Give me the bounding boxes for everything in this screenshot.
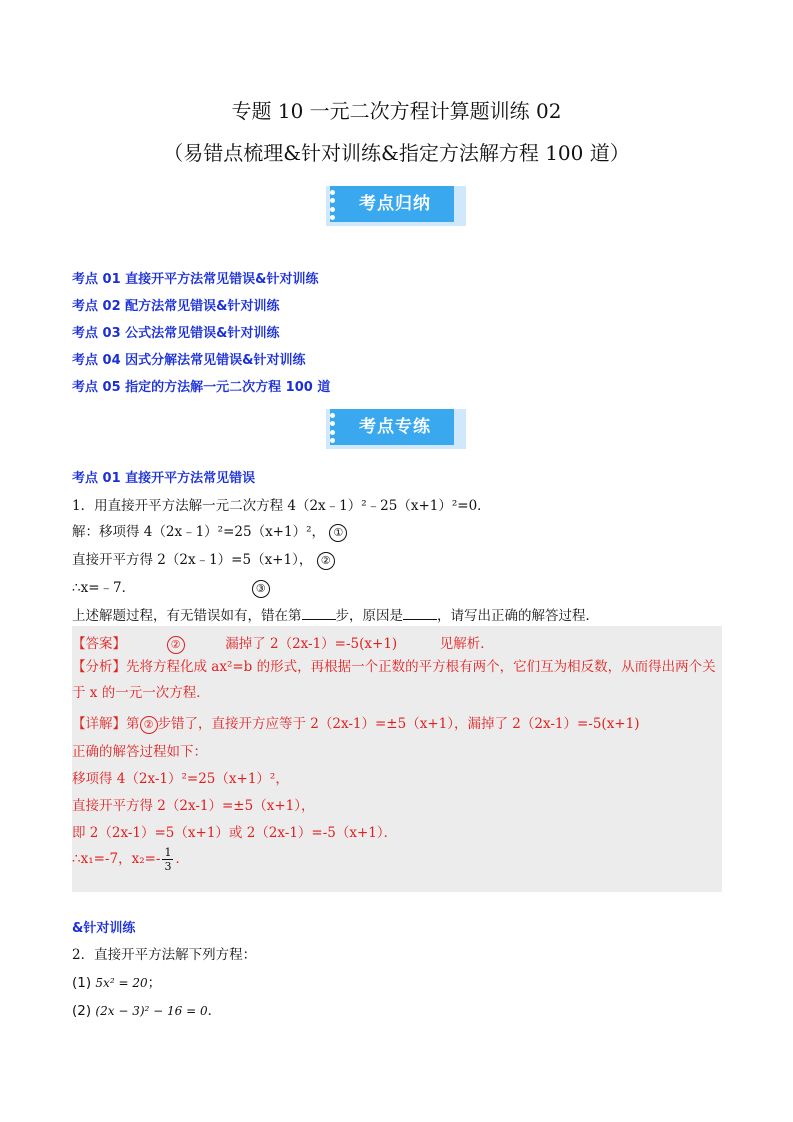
step-2-mark: ②: [317, 552, 335, 570]
step-3-mark: ③: [252, 580, 270, 598]
problem-2-label: (2): [72, 1003, 92, 1019]
detail-part-b: 步错了，直接开方应等于 2（2x-1）=±5（x+1），漏掉了 2（2x-1）=-5(x+1): [157, 716, 640, 732]
prompt: [72, 604, 599, 624]
fraction-denominator: 3: [164, 860, 172, 873]
training-heading: &针对训练: [72, 921, 136, 936]
solution-step-1: 移项得 4（2x-1）²=25（x+1）²，: [72, 771, 289, 787]
toc-item-3: 考点 03 公式法常见错误&针对训练: [72, 326, 280, 341]
answer-see: 见解析．: [439, 636, 494, 652]
page-title: 专题 10 一元二次方程计算题训练 02: [231, 99, 562, 123]
page-subtitle: （易错点梳理&针对训练&指定方法解方程 100 道）: [163, 141, 630, 165]
result-part-b: ．: [175, 851, 189, 867]
step-1-text: 解：移项得 4（2x﹣1）²=25（x+1）²，: [72, 524, 325, 540]
question-2: 2．直接开平方法解下列方程：: [72, 947, 257, 963]
problem-2: [72, 999, 221, 1019]
step-3: [72, 576, 270, 598]
blank-step: [302, 607, 336, 620]
problem-2-end: ．: [207, 1003, 222, 1019]
step-1-mark: ①: [329, 524, 347, 542]
detail-part-a: 【详解】第: [72, 716, 140, 732]
step-1: [72, 520, 347, 542]
toc-item-2: 考点 02 配方法常见错误&针对训练: [72, 299, 280, 314]
answer-reason: 漏掉了 2（2x-1）=-5(x+1): [225, 636, 398, 652]
answer-label: 【答案】: [72, 636, 126, 652]
answer-line: [72, 632, 494, 654]
binder-dots-icon: [330, 413, 336, 443]
toc-item-4: 考点 04 因式分解法常见错误&针对训练: [72, 353, 306, 368]
prompt-part-a: 上述解题过程，有无错误如有，错在第: [72, 608, 302, 624]
question-1: 1．用直接开平方法解一元二次方程 4（2x﹣1）²﹣25（x+1）²=0．: [72, 498, 491, 514]
toc-item-5: 考点 05 指定的方法解一元二次方程 100 道: [72, 380, 331, 395]
banner-practice-label: 考点专练: [359, 417, 431, 437]
process-intro: 正确的解答过程如下：: [72, 744, 207, 760]
problem-1-equation: 5x² = 20: [95, 976, 148, 990]
solution-step-2: 直接开平方得 2（2x-1）=±5（x+1），: [72, 798, 315, 814]
banner-summary: [326, 186, 466, 226]
banner-summary-label: 考点归纳: [359, 194, 431, 214]
problem-2-equation: (2x − 3)² − 16 = 0: [95, 1004, 208, 1018]
problem-1: [72, 971, 161, 991]
fraction-numerator: 1: [164, 846, 172, 859]
blank-reason: [403, 607, 437, 620]
toc-item-1: 考点 01 直接开平方法常见错误&针对训练: [72, 272, 319, 287]
banner-practice: [326, 409, 466, 449]
fraction: [162, 846, 173, 873]
prompt-part-c: ，请写出正确的解答过程．: [437, 608, 599, 624]
binder-dots-icon: [330, 190, 336, 220]
solution-step-3: 即 2（2x-1）=5（x+1）或 2（2x-1）=-5（x+1）．: [72, 825, 398, 841]
step-3-text: ∴x=﹣7．: [72, 580, 136, 596]
section-heading: 考点 01 直接开平方法常见错误: [72, 471, 256, 486]
detail-line: [72, 712, 639, 734]
solution-result: [72, 846, 189, 873]
result-part-a: ∴x₁=-7，x₂=-: [72, 851, 161, 867]
analysis: 【分析】先将方程化成 ax²=b 的形式，再根据一个正数的平方根有两个，它们互为相反数，从而得出两个关于 x 的一元一次方程．: [72, 659, 716, 701]
detail-mark: ②: [140, 716, 158, 734]
answer-mark: ②: [167, 636, 185, 654]
step-2: [72, 548, 335, 570]
step-2-text: 直接开平方得 2（2x﹣1）=5（x+1），: [72, 552, 313, 568]
problem-1-label: (1): [72, 975, 92, 991]
problem-1-end: ；: [147, 975, 162, 991]
prompt-part-b: 步，原因是: [335, 608, 403, 624]
